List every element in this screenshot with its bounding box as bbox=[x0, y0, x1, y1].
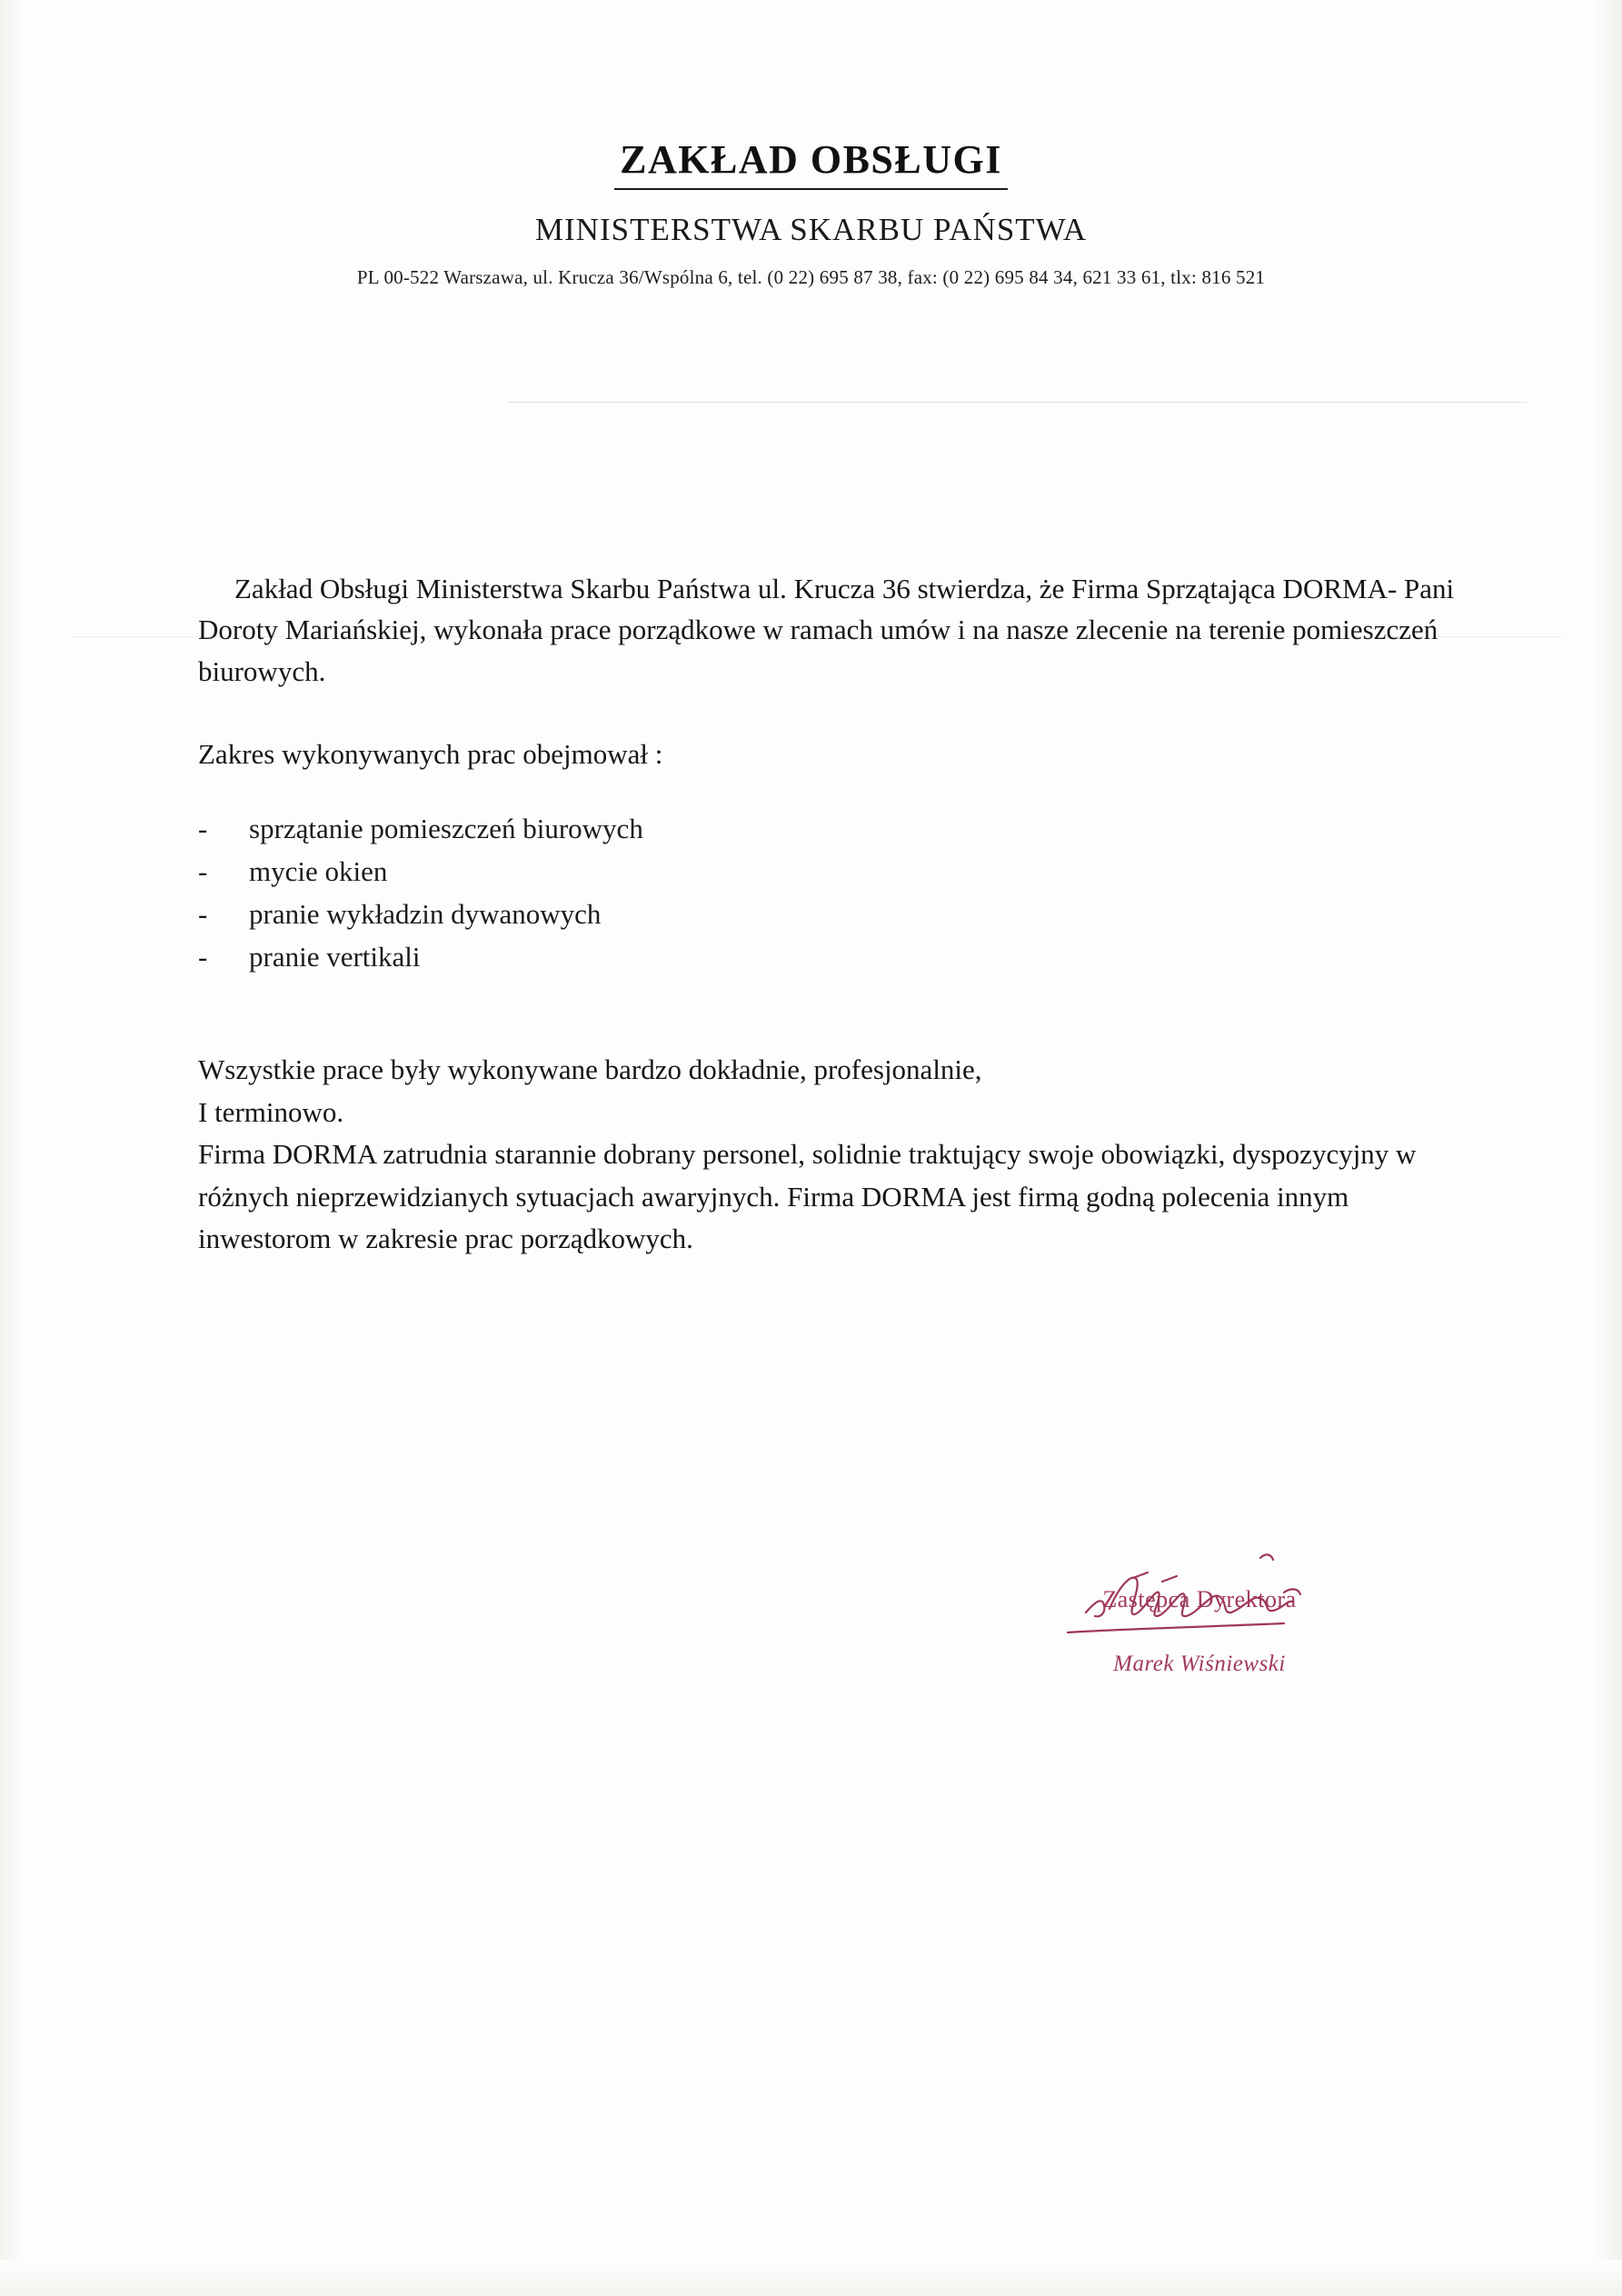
scan-edge-bottom bbox=[0, 2260, 1622, 2296]
list-item bbox=[198, 935, 1458, 978]
signature-name: Marek Wiśniewski bbox=[1113, 1652, 1286, 1676]
dash-bullet: - bbox=[198, 941, 208, 973]
intro-paragraph: Zakład Obsługi Ministerstwa Skarbu Państwa ul. Krucza 36 stwierdza, że Firma Sprzątająca DORMA- Pani Doroty Mariańskiej, wykonała prace porządkowe w ramach umów i na nasze zlecenie na terenie pomieszczeń biurowych. bbox=[198, 573, 1455, 687]
list-item-label: mycie okien bbox=[249, 855, 388, 888]
list-item-label: sprzątanie pomieszczeń biurowych bbox=[249, 813, 643, 844]
signature-block bbox=[1018, 1586, 1381, 1677]
list-item-label: pranie wykładzin dywanowych bbox=[249, 898, 602, 931]
closing-paragraph: Firma DORMA zatrudnia starannie dobrany personel, solidnie traktujący swoje obowiązki, dyspozycyjny w różnych nieprzewidzianych sytuacjach awaryjnych. Firma DORMA jest firmą godną polecenia innym inwestorom w zakresie prac porządkowych. bbox=[198, 1138, 1417, 1255]
header-divider bbox=[509, 402, 1527, 403]
list-item bbox=[198, 893, 1458, 935]
list-item-label: pranie vertikali bbox=[249, 941, 421, 973]
dash-bullet: - bbox=[198, 855, 208, 888]
closing-line-2: I terminowo. bbox=[198, 1095, 344, 1128]
scope-list bbox=[198, 807, 1458, 978]
dash-bullet: - bbox=[198, 898, 208, 931]
letter-body bbox=[198, 568, 1458, 1261]
closing-line-1: Wszystkie prace były wykonywane bardzo dokładnie, profesjonalnie, bbox=[198, 1053, 982, 1086]
scope-heading: Zakres wykonywanych prac obejmował : bbox=[198, 737, 663, 770]
letterhead-contact-line: PL 00-522 Warszawa, ul. Krucza 36/Wspólna 6, tel. (0 22) 695 87 38, fax: (0 22) 695 84 34, 621 33 61, tlx: 816 521 bbox=[356, 266, 1266, 288]
signature-title: Zastępca Dyrektora bbox=[1102, 1586, 1297, 1612]
closing-block bbox=[198, 1049, 1458, 1261]
letterhead-title: ZAKŁAD OBSŁUGI bbox=[614, 136, 1008, 190]
list-item bbox=[198, 850, 1458, 893]
scan-edge-right bbox=[1595, 0, 1622, 2296]
letterhead-subtitle: MINISTERSTWA SKARBU PAŃSTWA bbox=[534, 212, 1088, 247]
list-item bbox=[198, 807, 1458, 850]
dash-bullet: - bbox=[198, 813, 208, 844]
letterhead bbox=[0, 136, 1622, 289]
scan-edge-left bbox=[0, 0, 24, 2296]
